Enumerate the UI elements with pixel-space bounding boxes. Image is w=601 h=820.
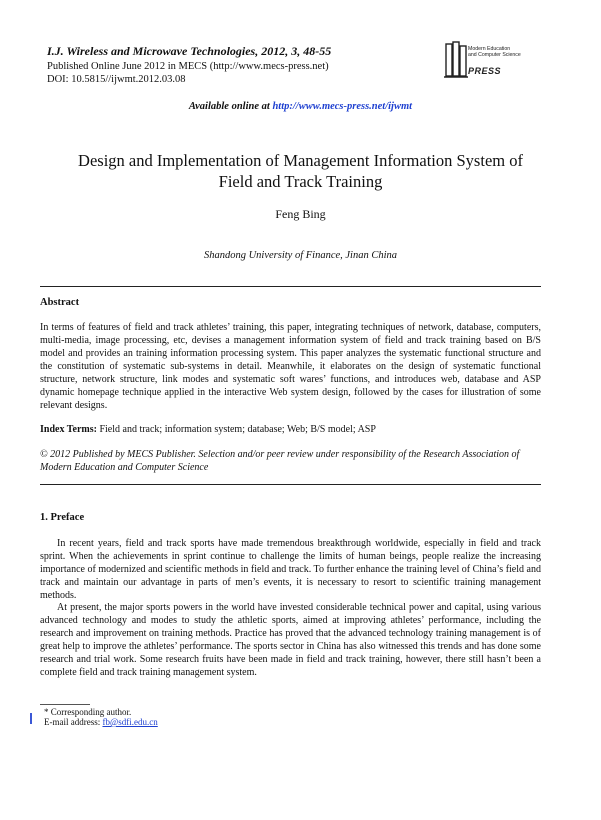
copyright-notice: © 2012 Published by MECS Publisher. Selection and/or peer review under responsibility of the Research Association of Modern Education and Computer Science xyxy=(40,449,520,473)
section-heading: 1. Preface xyxy=(40,512,85,523)
doi-line: DOI: 10.5815//ijwmt.2012.03.08 xyxy=(47,74,186,85)
divider xyxy=(40,286,541,287)
available-online: Available online at http://www.mecs-press.net/ijwmt xyxy=(188,101,413,112)
paper-title: Design and Implementation of Management Information System of Field and Track Training xyxy=(78,151,523,191)
logo-press: PRESS xyxy=(468,66,502,76)
divider xyxy=(40,484,541,485)
journal-link[interactable]: http://www.mecs-press.net/ijwmt xyxy=(272,101,413,112)
journal-citation: I.J. Wireless and Microwave Technologies, 2012, 3, 48-55 xyxy=(47,44,332,58)
book-stack-icon xyxy=(444,40,468,80)
author-name: Feng Bing xyxy=(275,207,326,221)
footnote-corresponding: * Corresponding author. xyxy=(44,707,132,717)
body-paragraph: At present, the major sports powers in the world have invested considerable technical power and capital, using various advanced technology and modes to study the athletic sports, aimed at improving athletes’ performance, including the research and improvement on training methods. Practice has proved that the advanced technology training management is of great help to improve the athletes’ performance. The sports sector in China has also witnessed this trends and has done some research and trial work. Some research fruits have been made in field and track training, however, there still hasn’t been a complete field and track training management system. xyxy=(40,602,541,678)
body-paragraph: In recent years, field and track sports have made tremendous breakthrough worldwide, especially in field and track sprint. When the achievements in sprint continue to challenge the limits of human beings, people realize the increasing importance of modernized and scientific methods in field and track. To further enhance the training level of China’s field and track and maintain our advantage in parts of men’s events, it is necessary to resort to scientific training management methods. xyxy=(40,538,541,601)
footnote-email: E-mail address: fb@sdfi.edu.cn xyxy=(44,717,158,727)
index-terms xyxy=(40,423,541,436)
affiliation: Shandong University of Finance, Jinan China xyxy=(203,250,398,261)
index-terms-text: Field and track; information system; database; Web; B/S model; ASP xyxy=(96,424,376,435)
abstract-heading: Abstract xyxy=(40,297,80,308)
footnote-rule xyxy=(40,704,90,705)
index-terms-label: Index Terms: xyxy=(40,424,97,435)
margin-marker xyxy=(30,713,32,724)
abstract-text: In terms of features of field and track athletes’ training, this paper, integrating techniques of network, database, computers, multi-media, image processing, etc, devises a management information system of field and track training based on B/S model and provides an training information processing system. This paper analyzes the systematic functional structure and the constitution of systematic sub-systems in detail. Meanwhile, it elaborates on the design of systematic functional structure, network structure, link modes and systematic soft wares’ functions, and introduces web, database and ASP dynamic homepage technique applied in the interactive Web system design, followed by the cases for illustration of some relevant designs. xyxy=(40,322,541,411)
email-link[interactable]: fb@sdfi.edu.cn xyxy=(102,717,158,727)
publisher-logo xyxy=(444,40,524,84)
logo-text: Modern Education and Computer Science xyxy=(468,46,521,58)
publication-line: Published Online June 2012 in MECS (http://www.mecs-press.net) xyxy=(47,61,329,72)
